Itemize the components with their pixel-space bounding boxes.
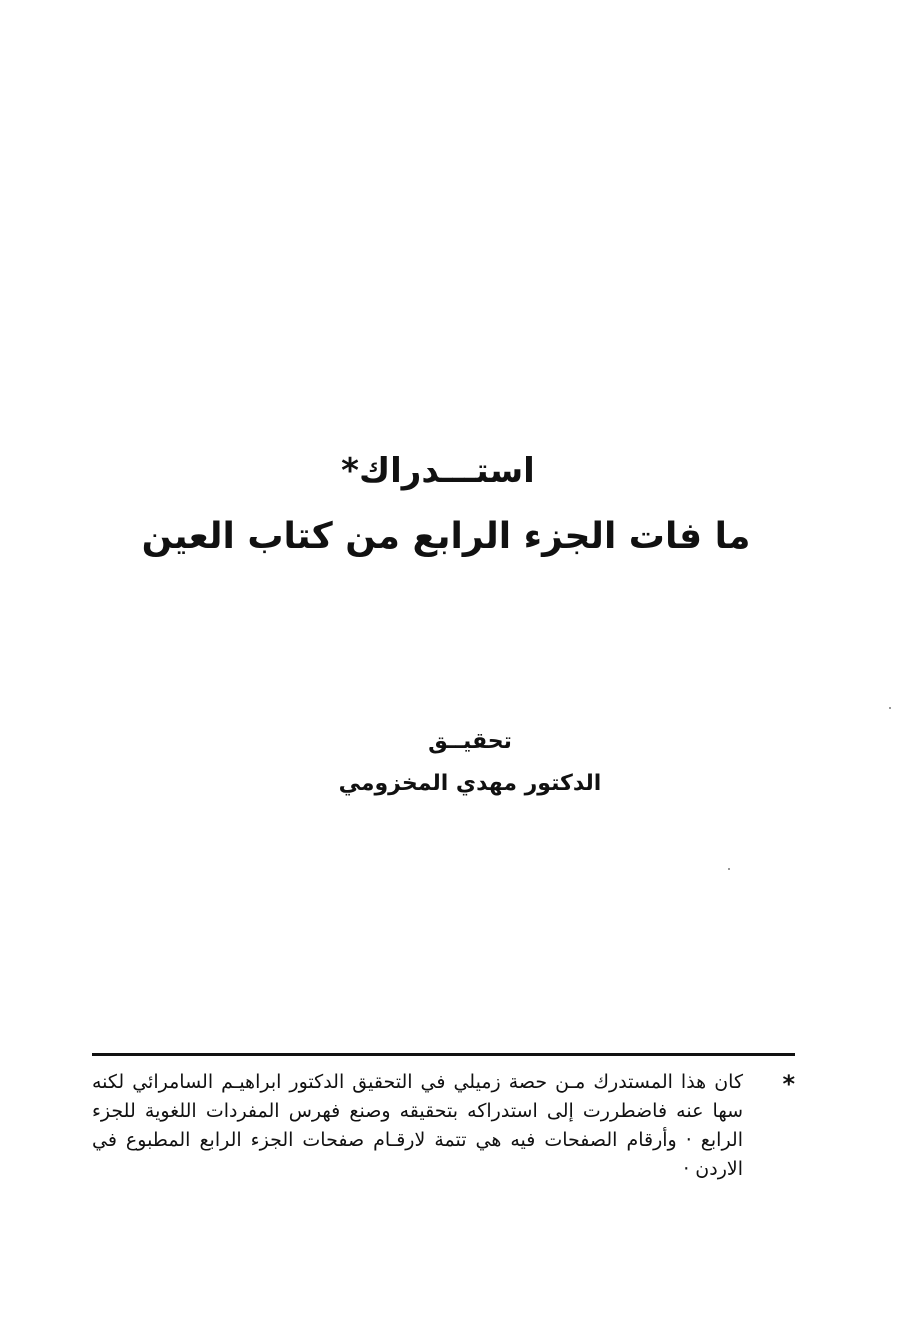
footnote-divider: [92, 1053, 795, 1056]
footnote-marker: *: [782, 1070, 795, 1098]
scan-speck: [889, 707, 891, 709]
editor-label: تحقيــق: [428, 729, 512, 754]
document-subtitle: ما فات الجزء الرابع من كتاب العين: [141, 516, 751, 557]
document-title: استـــدراك*: [341, 451, 535, 491]
footnote: [92, 1068, 795, 1184]
footnote-text: كان هذا المستدرك مـن حصة زميلي في التحقيق الدكتور ابراهيـم السامرائي لكنه سها عنه فاضطررت إلى استدراكه بتحقيقه وصنع فهرس المفردات اللغوية للجزء الرابع · وأرقام الصفحات فيه هي تتمة لارقـام صفحات الجزء الرابع المطبوع في الاردن ·: [92, 1071, 743, 1180]
editor-name: الدكتور مهدي المخزومي: [338, 771, 602, 796]
scan-speck: [728, 868, 730, 870]
